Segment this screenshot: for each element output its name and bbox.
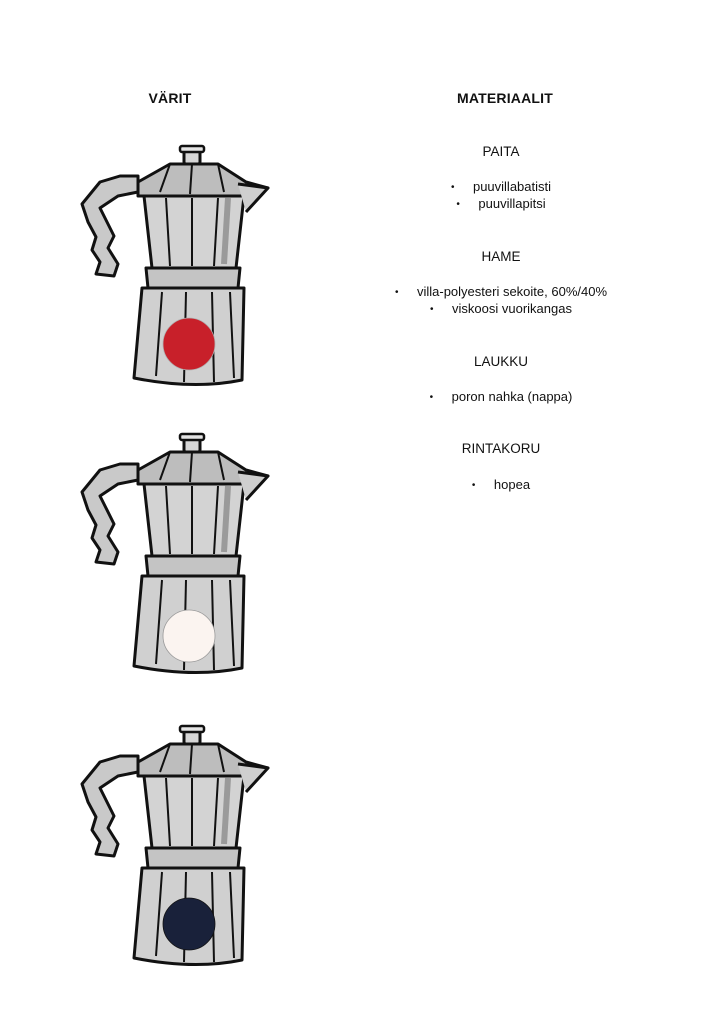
section-title-hame: HAME xyxy=(481,249,521,264)
bullet: • xyxy=(429,392,434,403)
colors-heading: VÄRIT xyxy=(148,90,192,106)
materials-heading: MATERIAALIT xyxy=(456,90,554,106)
material-text: poron nahka (nappa) xyxy=(451,389,573,404)
moka-pot-icon xyxy=(78,142,270,394)
moka-pot-icon xyxy=(78,430,270,682)
color-swatch xyxy=(163,898,215,950)
bullet: • xyxy=(394,287,399,298)
moka-pot-white xyxy=(78,430,270,682)
moka-pot-navy xyxy=(78,722,270,974)
section-title-laukku: LAUKKU xyxy=(473,354,529,369)
list-item xyxy=(370,477,632,492)
material-text: puuvillabatisti xyxy=(472,179,552,194)
color-swatch xyxy=(163,610,215,662)
bullet: • xyxy=(450,182,455,193)
list-item xyxy=(370,284,632,299)
material-text: puuvillapitsi xyxy=(478,196,546,211)
bullet: • xyxy=(430,304,434,315)
moka-pot-red xyxy=(78,142,270,394)
color-swatch xyxy=(163,318,215,370)
material-text: hopea xyxy=(493,477,531,492)
list-item xyxy=(370,196,632,211)
moka-pot-icon xyxy=(78,722,270,974)
material-text: viskoosi vuorikangas xyxy=(452,301,572,316)
section-title-paita: PAITA xyxy=(482,144,520,159)
section-title-rintakoru: RINTAKORU xyxy=(461,441,541,456)
material-text: villa-polyesteri sekoite, 60%/40% xyxy=(416,284,608,299)
list-item xyxy=(370,389,632,404)
list-item xyxy=(370,301,632,316)
bullet: • xyxy=(471,480,476,491)
list-item xyxy=(370,179,632,194)
bullet: • xyxy=(456,199,460,210)
